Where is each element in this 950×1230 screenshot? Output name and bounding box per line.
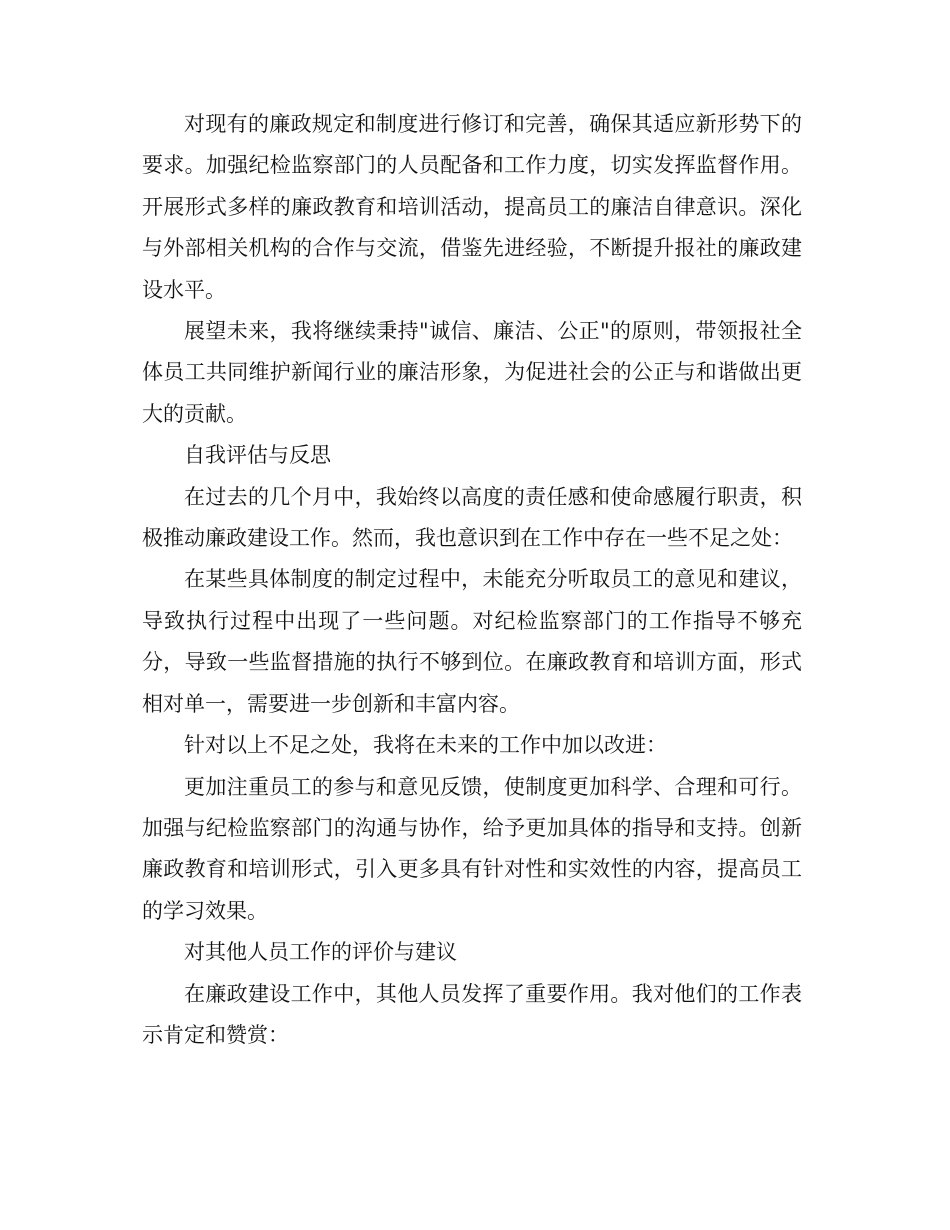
section-heading-evaluation-of-others: 对其他人员工作的评价与建议 [184, 940, 457, 965]
document-body [142, 104, 802, 1056]
paragraph-improvement-intro: 针对以上不足之处，我将在未来的工作中加以改进： [184, 733, 667, 758]
paragraph-outlook: 展望未来，我将继续秉持"诚信、廉洁、公正"的原则，带领报社全体员工共同维护新闻行业的廉洁形象，为促进社会的公正与和谐做出更大的贡献。 [142, 319, 802, 426]
paragraph-past-months: 在过去的几个月中，我始终以高度的责任感和使命感履行职责，积极推动廉政建设工作。然而，我也意识到在工作中存在一些不足之处： [142, 484, 802, 551]
section-heading-self-assessment: 自我评估与反思 [184, 443, 331, 468]
paragraph-shortcomings: 在某些具体制度的制定过程中，未能充分听取员工的意见和建议，导致执行过程中出现了一些问题。对纪检监察部门的工作指导不够充分，导致一些监督措施的执行不够到位。在廉政教育和培训方面，形式相对单一，需要进一步创新和丰富内容。 [142, 567, 802, 716]
paragraph-revision-plan: 对现有的廉政规定和制度进行修订和完善，确保其适应新形势下的要求。加强纪检监察部门的人员配备和工作力度，切实发挥监督作用。开展形式多样的廉政教育和培训活动，提高员工的廉洁自律意识。深化与外部相关机构的合作与交流，借鉴先进经验，不断提升报社的廉政建设水平。 [142, 112, 802, 302]
paragraph-others-role: 在廉政建设工作中，其他人员发挥了重要作用。我对他们的工作表示肯定和赞赏： [142, 981, 802, 1047]
paragraph-improvement-measures: 更加注重员工的参与和意见反馈，使制度更加科学、合理和可行。加强与纪检监察部门的沟通与协作，给予更加具体的指导和支持。创新廉政教育和培训形式，引入更多具有针对性和实效性的内容，提高员工的学习效果。 [142, 774, 802, 923]
